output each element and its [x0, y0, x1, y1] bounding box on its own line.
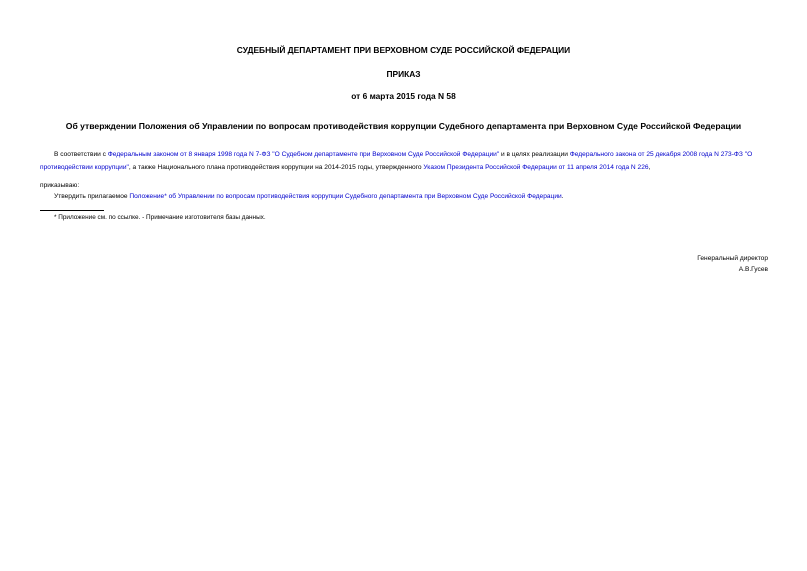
presidential-decree-link[interactable]: Указом Президента Российской Федерации от 11 апреля 2014 года N 226 — [423, 163, 649, 171]
order-word: приказываю: — [40, 182, 80, 189]
preamble-text-2: и в целях реализации — [499, 151, 570, 158]
preamble-text-1: В соответствии с — [54, 151, 108, 158]
doc-title: Об утверждении Положения об Управлении по вопросам противодействия коррупции Судебного департамента при Верховном Суде Российской Федерации — [65, 121, 742, 131]
doc-date-number: от 6 марта 2015 года N 58 — [351, 91, 456, 101]
footnote-divider — [40, 210, 104, 211]
signature-name: А.В.Гусев — [738, 266, 768, 273]
signature-position: Генеральный директор — [697, 255, 768, 262]
approve-paragraph — [40, 191, 768, 204]
footnote-text: * Приложение см. по ссылке. - Примечание изготовителя базы данных. — [54, 214, 266, 221]
federal-law-7fz-link[interactable]: Федеральным законом от 8 января 1998 года N 7-ФЗ "О Судебном департаменте при Верховном Суде Российской Федерации" — [107, 151, 500, 158]
federal-law-273fz-link[interactable]: Федерального закона от 25 декабря 2008 года N 273-ФЗ "О противодействии коррупции" — [40, 151, 753, 171]
approve-text-2: . — [561, 193, 564, 200]
regulation-link[interactable]: Положение* об Управлении по вопросам противодействия коррупции Судебного департамента при Верховном Суде Российской Федерации — [129, 193, 562, 200]
department-heading: СУДЕБНЫЙ ДЕПАРТАМЕНТ ПРИ ВЕРХОВНОМ СУДЕ РОССИЙСКОЙ ФЕДЕРАЦИИ — [236, 45, 571, 55]
preamble-text-3: , а также Национального плана противодействия коррупции на 2014-2015 годы, утвержденного — [128, 163, 424, 171]
preamble-paragraph — [40, 149, 768, 174]
approve-text-1: Утвердить прилагаемое — [54, 193, 130, 200]
preamble-text-4: , — [648, 163, 651, 171]
doc-type-heading: ПРИКАЗ — [386, 69, 421, 79]
